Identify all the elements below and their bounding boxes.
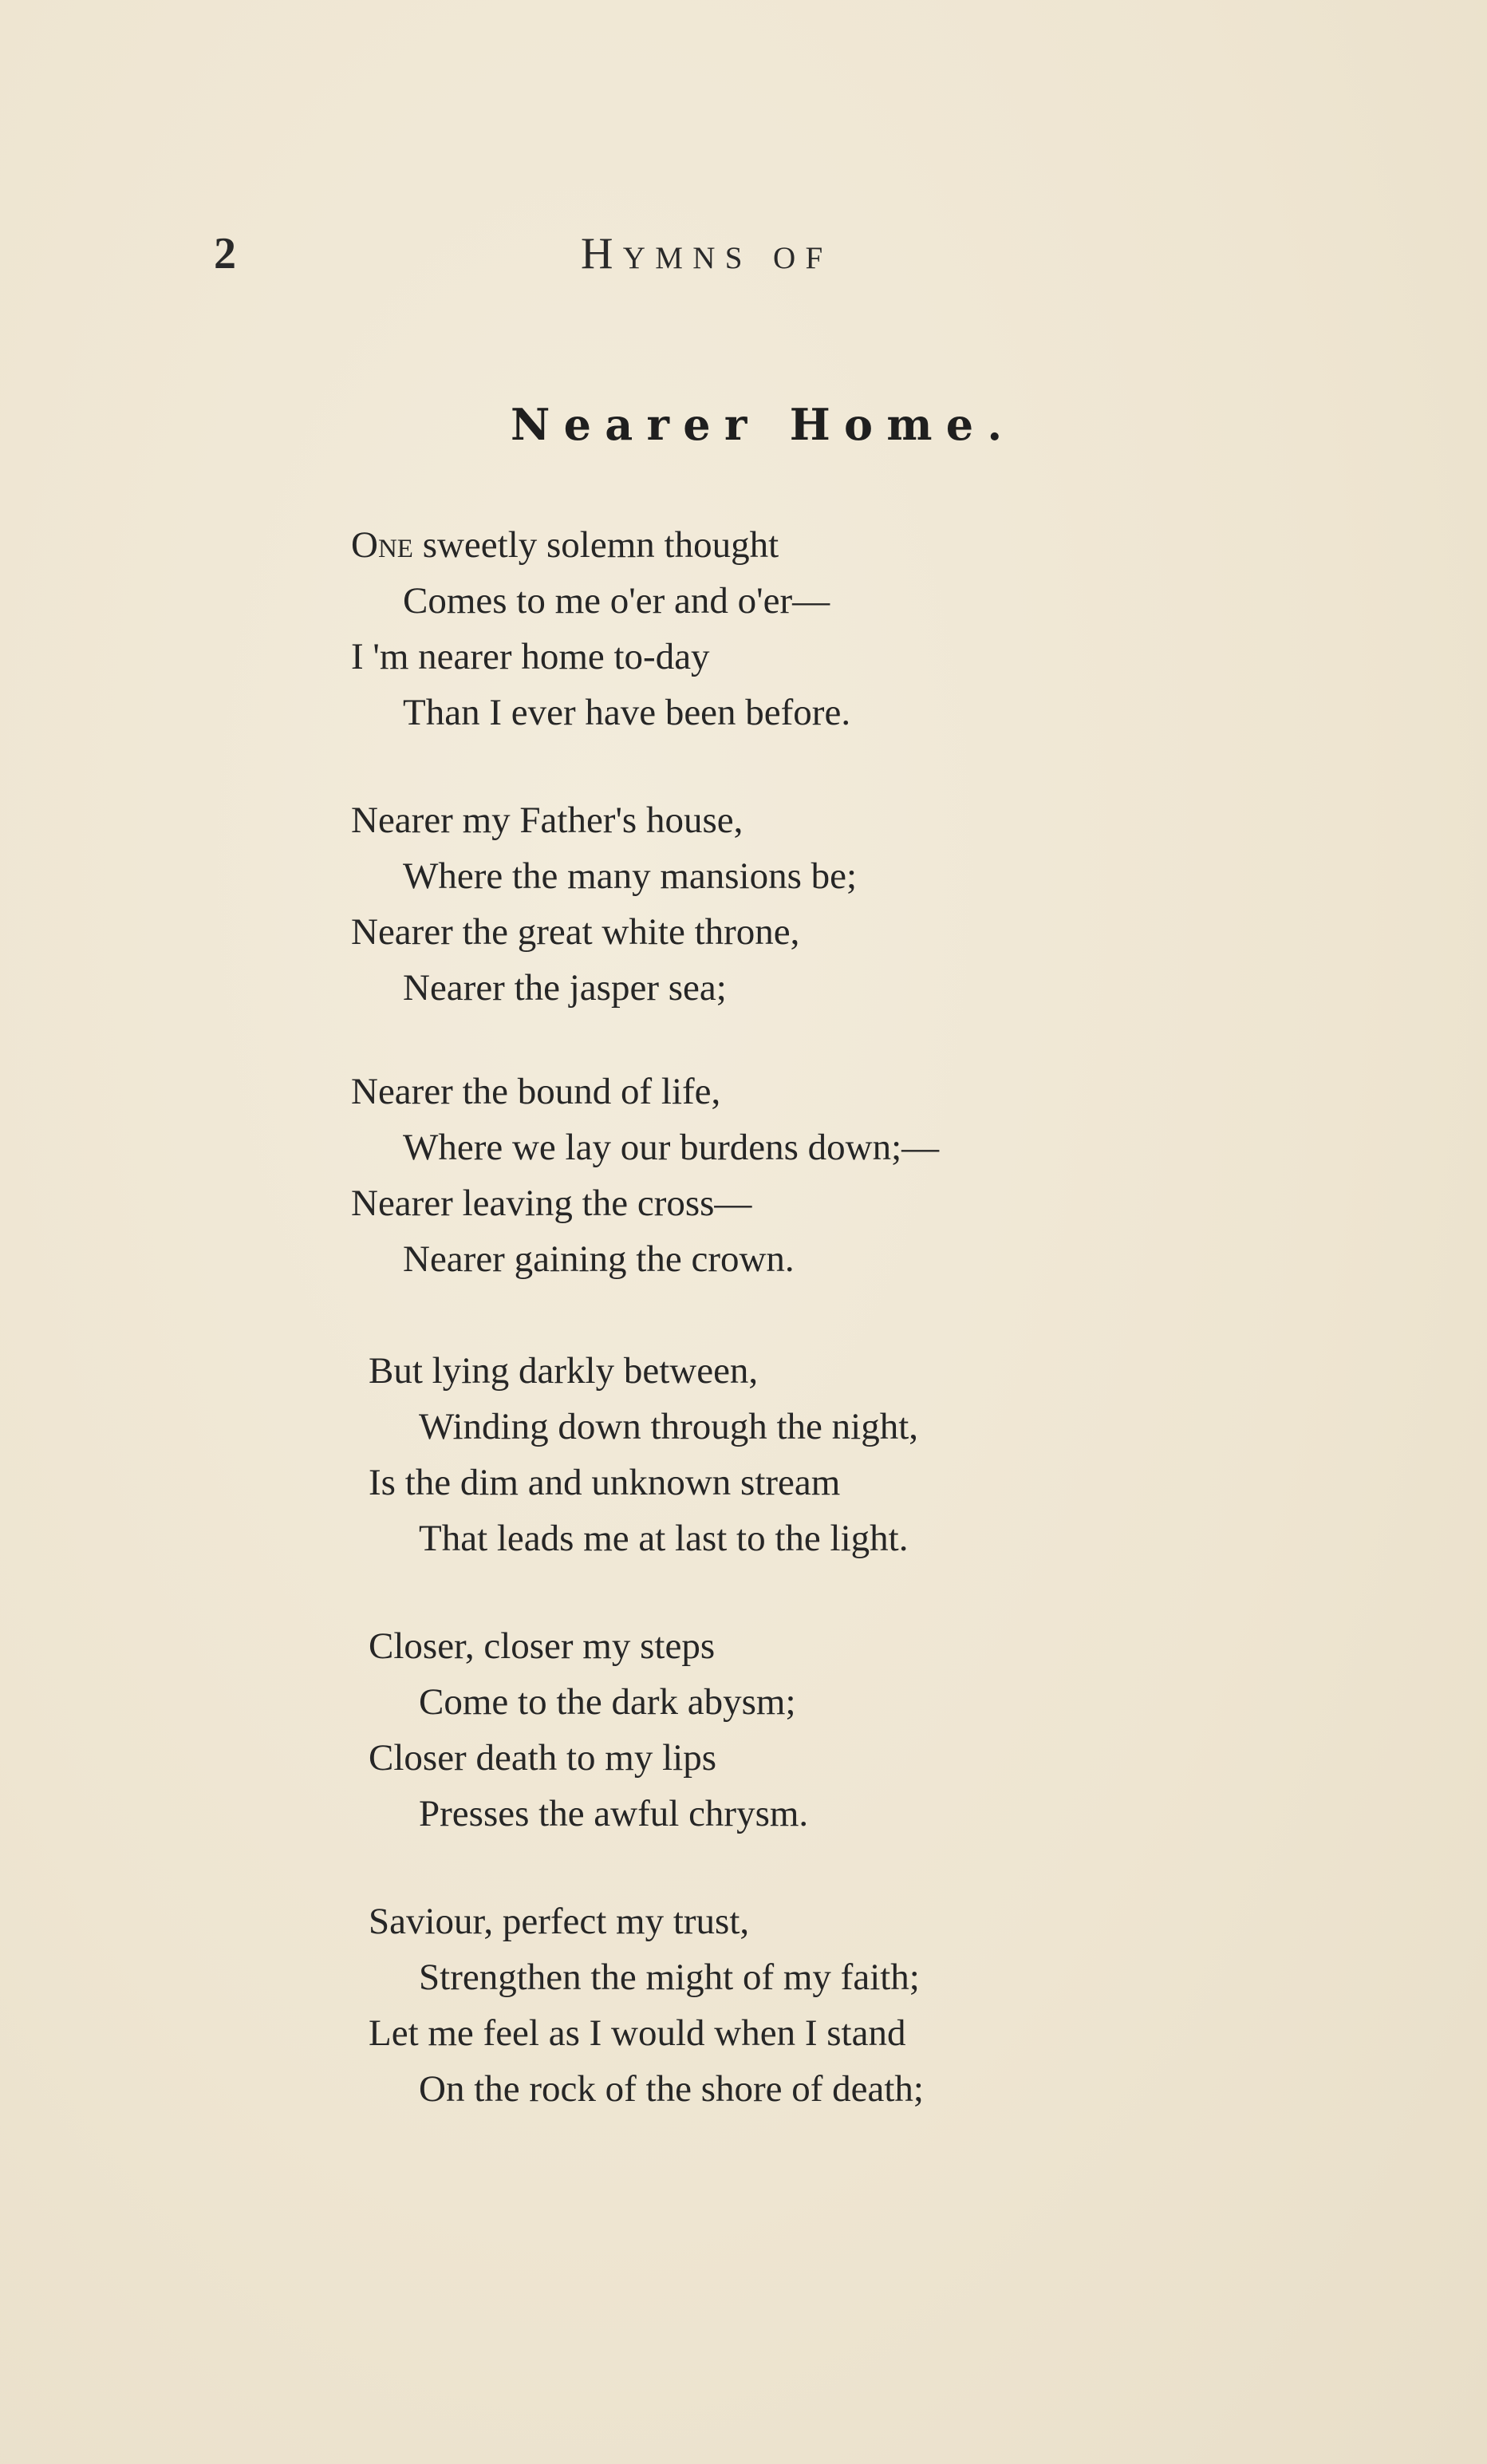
verse-line: Saviour, perfect my trust,: [369, 1901, 750, 1942]
verse-line: Strengthen the might of my faith;: [419, 1957, 920, 1998]
verse-line: Nearer my Father's house,: [351, 800, 744, 841]
verse-line: Nearer the great white throne,: [351, 911, 800, 953]
verse-line: Nearer the jasper sea;: [403, 967, 727, 1009]
running-head: Hymns of: [581, 229, 833, 278]
verse-line: Winding down through the night,: [419, 1406, 919, 1447]
page-number: 2: [214, 229, 236, 278]
verse-line: Comes to me o'er and o'er—: [403, 580, 830, 622]
verse-line: I 'm nearer home to-day: [351, 636, 710, 677]
verse-line: But lying darkly between,: [369, 1350, 759, 1392]
verse-line: Nearer the bound of life,: [351, 1071, 721, 1112]
verse-line: Nearer gaining the crown.: [403, 1238, 795, 1280]
verse-line: Come to the dark abysm;: [419, 1681, 796, 1723]
verse-line: Closer, closer my steps: [369, 1625, 716, 1667]
verse-line: Closer death to my lips: [369, 1737, 717, 1779]
verse-line: Is the dim and unknown stream: [369, 1462, 841, 1503]
verse-line-rest: sweetly solemn thought: [412, 524, 779, 566]
verse-line: Where we lay our burdens down;—: [403, 1127, 940, 1168]
opening-small-caps: One: [351, 524, 413, 566]
verse-line: Nearer leaving the cross—: [351, 1183, 752, 1224]
verse-line: Where the many mansions be;: [403, 855, 858, 897]
verse-line: That leads me at last to the light.: [419, 1518, 909, 1559]
verse-line: Than I ever have been before.: [403, 692, 851, 733]
verse-line: On the rock of the shore of death;: [419, 2068, 924, 2110]
verse-line: Let me feel as I would when I stand: [369, 2012, 906, 2054]
verse-line: Presses the awful chrysm.: [419, 1793, 809, 1834]
hymn-title: Nearer Home.: [511, 399, 1016, 450]
verse-line: [351, 524, 779, 566]
